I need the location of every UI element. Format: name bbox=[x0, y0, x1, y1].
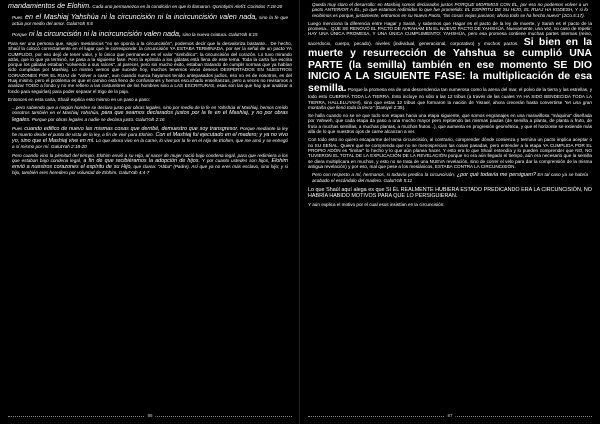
verse-emphasis: a fin de que recibiéramos la adopción de hijos. bbox=[81, 158, 200, 165]
paragraph-conclusion bbox=[308, 187, 592, 199]
citation-text: "en una gran montaña que llenó toda la tierra" bbox=[308, 99, 592, 110]
verse-emphasis: Con el Mashiaj fui ejecutado en el madero; y ya no vivo yo, sino que el Mashiaj vive en mi. bbox=[12, 132, 288, 145]
verse-part: Pero con respecto a mí, hermanos, si todavía predico la circuncisión, bbox=[312, 172, 456, 178]
page-number: 87 bbox=[444, 413, 455, 418]
emphasis-text: Si bien en la muerte y resurrección de Yahshua se cumplió UNA PARTE (la semilla) también en ese momento SE DIO INICIO A LA SIGUIENTE FASE: la multiplicación de esa semilla. bbox=[308, 35, 593, 94]
verse-galatians-2-16 bbox=[8, 105, 292, 123]
verse-emphasis: Elohim envió a nuestros corazones el espíritu de su Hijo, bbox=[12, 158, 288, 171]
verse-lead: Pues bbox=[12, 125, 23, 131]
verse-part: Porque por obras legales a nadie se declara justo. GalutYah 2:16 bbox=[30, 116, 165, 122]
verse-part: Porque mediante la ley he muerto desde el punto de vista de la ley, a fin de vivir para Elohim. bbox=[12, 125, 289, 138]
body-text: Lo que Shaúl aquí alega es que bbox=[308, 186, 385, 193]
paragraph-body: Para ser una persona que, según mesiánicos "no se oponía a la circuncisión", podemos decir que la desvaloriza bastante... De hecho, Shaúl la colocó correctamente en el lugar que le corresponde: la circuncisión YA ESTABA TERMINADA, por ser la señal de un pacto YA CUMPLIDO, por eso dejó de tener valor, y lo único que permanece es el valor "simbólico": la circuncisión del corazón. Lo tuvo mirando atrás, que lo que ya terminó, se pasa a la siguiente fase. Pero la epístola a los gálatas está llena de este tema. Toda la carta fue escrita porque los gálatas estaban "volviendo a sus raíces", al parecer, pero sin mucho éxito, estaban tratando de cumplir normas que ya habían sido cumplidas por Mashiaj. Lo mismo vemos que sucede hoy, muchos tenemos vivos deseos DESPERTADOS EN NUESTROS CORAZONES POR EL RUAJ de "volver a casa", aun cuando nunca hayamos tenido antepasados judíos, eso no es de nosotros, es del Ruaj mismo, pero el problema es que el camino está lleno de confusiones y hemos escuchado enseñanzas, pero a veces no revisamos a analizar TODO a fondo y no me refiero a las costumbres de los hombres sino a LAS ESCRITURAS, esas son las que hay que analizar a fondo para seguirlas) para poder separar el trigo de la paja. bbox=[8, 40, 292, 94]
right-page bbox=[300, 0, 600, 424]
verse-part: que clama: "Abba" (Padre). Así que ya no eres más esclavo, sino hijo; y si hijo, también eres heredero por voluntad de Elohim. GalutYah 4:4-7 bbox=[12, 164, 288, 176]
paragraph-transition: Entonces en esta carta, Shaúl explica esto mismo en un paso a paso: bbox=[8, 96, 150, 102]
verse-emphasis: ¿por qué todavía me persiguen? bbox=[455, 172, 536, 179]
emphasis-text: mandamientos de Elohim. bbox=[8, 1, 92, 10]
page-footer bbox=[8, 413, 292, 421]
verse-lead: Porque bbox=[12, 31, 27, 37]
verse-galatians-4-4 bbox=[8, 153, 292, 176]
verse-part: En tal caso ya se habría acabado el escándalo del madero. GalutYah 5:11 bbox=[312, 172, 588, 184]
verse-emphasis: ni la circuncisión ni la incircuncisión valen nada, bbox=[26, 28, 182, 38]
verse-galatians-5-11 bbox=[308, 172, 592, 184]
verse-tail: sino la fe que actúa por medio del amor. GalutYah 5:6 bbox=[12, 15, 288, 27]
verse-tail: sino la nueva criatura. GalutYah 6:15 bbox=[181, 31, 258, 37]
verse-galatians-5-6 bbox=[8, 13, 292, 27]
verse-emphasis: cuando edifico de nuevo las mismas cosas que derribé, demuestro que soy transgresor. bbox=[22, 125, 239, 132]
body-text: Luego menciona la diferencia entre Hagar y Sarah, y sabemos que Hagar es el pacto de la ley de muerte, y Sarah es el pacto de la promesa... QUE SE RENOVÓ EL PACTO DE AVRAHAM EN EL NUEVO PACTO DE YAHSHÚA. Nuevamente, una vez, no caso de repetir: HAY UNA ÚNICA PROMESA, Y UNA ÚNICA CUMPLIMIENTO: YAHSHÚA, pero esa promesa contiene muchas partes internas (reino, sacerdocio, cuerpo, pecado), niveles (individual, generacional, corporativo) y muchos pactos. bbox=[308, 20, 592, 46]
emphasis-text: SI ÉL REALMENTE HUBIERA ESTADO PREDICANDO ERA LA CIRCUNCISIÓN, NO HABRÍA HABIDO MOTIVOS PARA QUE LO PERSIGUIERAN. bbox=[308, 186, 592, 199]
paragraph-lead-in: Y aún explica el motivo por el cual esos insistían en la circuncisión: bbox=[308, 202, 445, 208]
paragraph-quoted: Queda muy claro el desarrollo: en Mashiaj somos declarados justos PORQUE MORIMOS CON ÉL, por eso no podemos volver a un pacto ANTERIOR A ÉL, ya que estamos redimidos lo que fue prometido: EL ESPÍRITU DE SU HIJO, EL RUAJ HA KODESH, Y si lo recibimos es porque, justamente, entramos en su Nuevo Pacto, "las cosas viejas pasaron; ahora todo se ha hecho nuevo" (2Co.5:17). bbox=[312, 2, 588, 18]
paragraph-body-3: Con todo esto no quiero escaparme del tema circuncisión, al contrario, comprender dónde comienza y termina un pacto implica aceptar o no SU SEÑAL. Quiere que se comprenda que no se menosprecian las cosas pasadas, pero entender a la etapa YA CUMPLIDA POR EL PROPIO ADÓN es "limitar" lo hecho y lo que aún planea hacer. Y esto era lo que Shaúl entendía y lo pueden comprender que NO, NO TUVIERON EL TOTAL DE LA EXPLICACIÓN DE LA REVELACIÓN porque no era aún llegado el tiempo, aún era necesario que la semilla se diera multiplicara en muchos, y esto no se trata de una NUEVA revelación, sino de correr el velo para dar la comprensión de la misma antigua revelación) y por eso, mal que pese a los mesiánicos, ESTABA CONTRA LA CIRCUNCISIÓN. bbox=[308, 137, 592, 169]
page-number: 86 bbox=[144, 413, 155, 418]
verse-galatians-2-18 bbox=[8, 126, 292, 150]
paragraph-intro bbox=[8, 2, 292, 10]
paragraph-body-2: Se halla cuando no se ve que todo son etapas hacia una etapa siguiente, que somos engranajes en una maravillosa "máquina" diseñada por Yahweh, que cada etapa da paso a una mucho mayor pero repitiendo las mismas pautas (de semilla a planta, de planta a fruto, de fruto a muchas semillas, a muchas plantas, a muchos frutos...), que aumenta en progresión geométrica, y que el horizonte se extiende más allá de lo que nuestros ojos de carne alcanzan a ver. bbox=[308, 113, 592, 135]
paragraph-body bbox=[308, 21, 592, 110]
verse-part: ...pero sabiendo que a ningún hombre se declara justo por obras legales, sino por medio de la fe en Yahshúa el Mashiaj, hemos creído nosotros también en el Mashiaj Yahshúa, bbox=[12, 105, 288, 116]
verse-part: Y por cuanto ustedes son hijos, bbox=[200, 158, 270, 164]
verse-galatians-6-15 bbox=[8, 30, 292, 38]
verse-lead: Pues bbox=[12, 15, 23, 21]
citation-text: Cada uno permanezca en la condición en que lo llamaron. Qorintiyim Alef/1 Corintios 7:18-20 bbox=[91, 4, 283, 9]
verse-emphasis: para que seamos declarados justos por la fe en el Mashiaj, y no por obras legales. bbox=[12, 110, 288, 123]
verse-part: Lo que ahora vivo en la carne, lo vivo por la fe en el Hijo de Elohim, que me amó y se entregó a sí mismo por mí. GalutYah 2:18-20 bbox=[12, 138, 288, 150]
page-footer bbox=[308, 413, 592, 421]
body-text: Porque la promesa era de una descendencia tan numerosa como la arena del mar, el polvo de la tierra y las estrellas, y todo esto CUBRIRÁ TODA LA TIERRA. Esto incluye no sólo a las 12 tribus (a través de las cuales YA HA SIDO BENDECIDA TODA LA TIERRA, HALLELUYAH!), sino que estas 12 tribus que formaron la nación de Yisrael, ahora crecerán hasta convertirse bbox=[308, 86, 592, 105]
body-text: (Daniyel 2:35). bbox=[374, 104, 406, 110]
verse-part: Pero cuando vino la plenitud del tiempo, Elohim envió a su Hijo, al nacer de mujer nació bajo condena legal, para que redimiera a los que estaban bajo condena legal, bbox=[12, 152, 288, 164]
verse-emphasis: en el Mashiaj Yahshúa ni la circuncisión ni la incircuncisión valen nada, bbox=[22, 12, 258, 22]
